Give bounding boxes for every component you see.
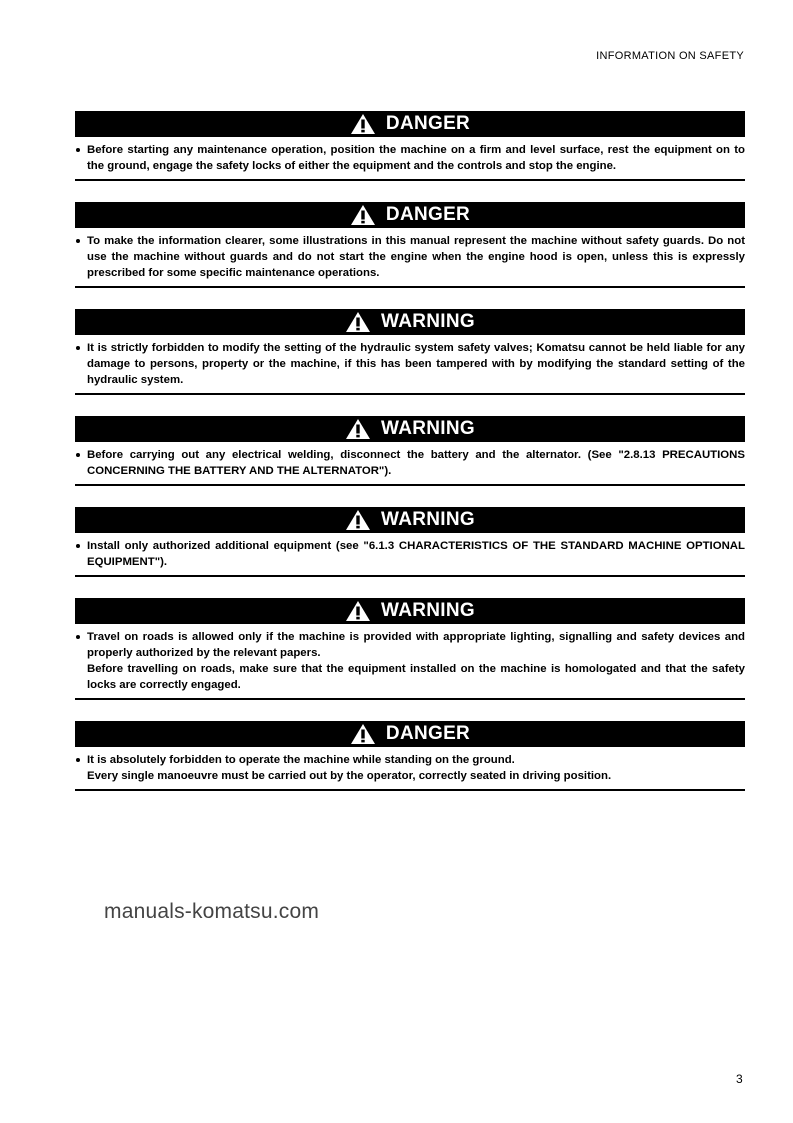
notice-text: Travel on roads is allowed only if the machine is provided with appropriate lighting, signalling and safety devices and properly authorized by the relevant papers.: [87, 631, 745, 659]
notice-danger: [75, 721, 745, 791]
bullet-icon: [76, 239, 80, 243]
notice-header: [75, 721, 745, 747]
notice-text: Every single manoeuvre must be carried out by the operator, correctly seated in driving position.: [87, 770, 612, 782]
notice-text: Before carrying out any electrical welding, disconnect the battery and the alternator. (See "2.8.13 PRECAUTIONS CONCERNING THE BATTERY AND THE ALTERNATOR").: [87, 449, 745, 477]
notice-warning: [75, 507, 745, 577]
warning-triangle-icon: [345, 311, 371, 333]
safety-notices: [75, 111, 745, 791]
notice-warning: [75, 598, 745, 700]
notice-level: DANGER: [385, 113, 471, 134]
notice-text: Install only authorized additional equipment (see "6.1.3 CHARACTERISTICS OF THE STANDARD MACHINE OPTIONAL EQUIPMENT").: [87, 540, 745, 568]
notice-level: WARNING: [381, 418, 475, 439]
notice-warning: [75, 309, 745, 395]
notice-header: [75, 309, 745, 335]
notice-header: [75, 598, 745, 624]
watermark: manuals-komatsu.com: [104, 900, 320, 923]
notice-text: Before travelling on roads, make sure that the equipment installed on the machine is homologated and that the safety locks are correctly engaged.: [87, 663, 745, 691]
notice-level: WARNING: [381, 600, 475, 621]
notice-level: DANGER: [385, 723, 471, 744]
notice-danger: [75, 111, 745, 181]
page-number: 3: [736, 1072, 743, 1086]
bullet-icon: [76, 758, 80, 762]
bullet-icon: [76, 635, 80, 639]
notice-text: It is absolutely forbidden to operate the machine while standing on the ground.: [87, 754, 515, 766]
notice-warning: [75, 416, 745, 486]
warning-triangle-icon: [345, 418, 371, 440]
bullet-icon: [76, 346, 80, 350]
notice-header: [75, 507, 745, 533]
notice-text: It is strictly forbidden to modify the setting of the hydraulic system safety valves; Komatsu cannot be held liable for any damage to persons, property or the machine, if this has been tampered with by modifying the standard setting of the hydraulic system.: [87, 342, 745, 386]
warning-triangle-icon: [345, 600, 371, 622]
warning-triangle-icon: [350, 113, 376, 135]
notice-header: [75, 202, 745, 228]
notice-level: DANGER: [385, 204, 471, 225]
notice-header: [75, 416, 745, 442]
notice-level: WARNING: [381, 311, 475, 332]
bullet-icon: [76, 453, 80, 457]
notice-text: Before starting any maintenance operation, position the machine on a firm and level surface, rest the equipment on to the ground, engage the safety locks of either the equipment and the controls and stop the engine.: [87, 144, 745, 172]
warning-triangle-icon: [350, 723, 376, 745]
notice-text: To make the information clearer, some illustrations in this manual represent the machine without safety guards. Do not use the machine without guards and do not start the engine when the engine hood is open, unless this is expressly prescribed for some specific maintenance operations.: [87, 235, 745, 279]
warning-triangle-icon: [350, 204, 376, 226]
bullet-icon: [76, 148, 80, 152]
notice-header: [75, 111, 745, 137]
warning-triangle-icon: [345, 509, 371, 531]
notice-danger: [75, 202, 745, 288]
bullet-icon: [76, 544, 80, 548]
section-title: INFORMATION ON SAFETY: [596, 50, 744, 62]
notice-level: WARNING: [381, 509, 475, 530]
